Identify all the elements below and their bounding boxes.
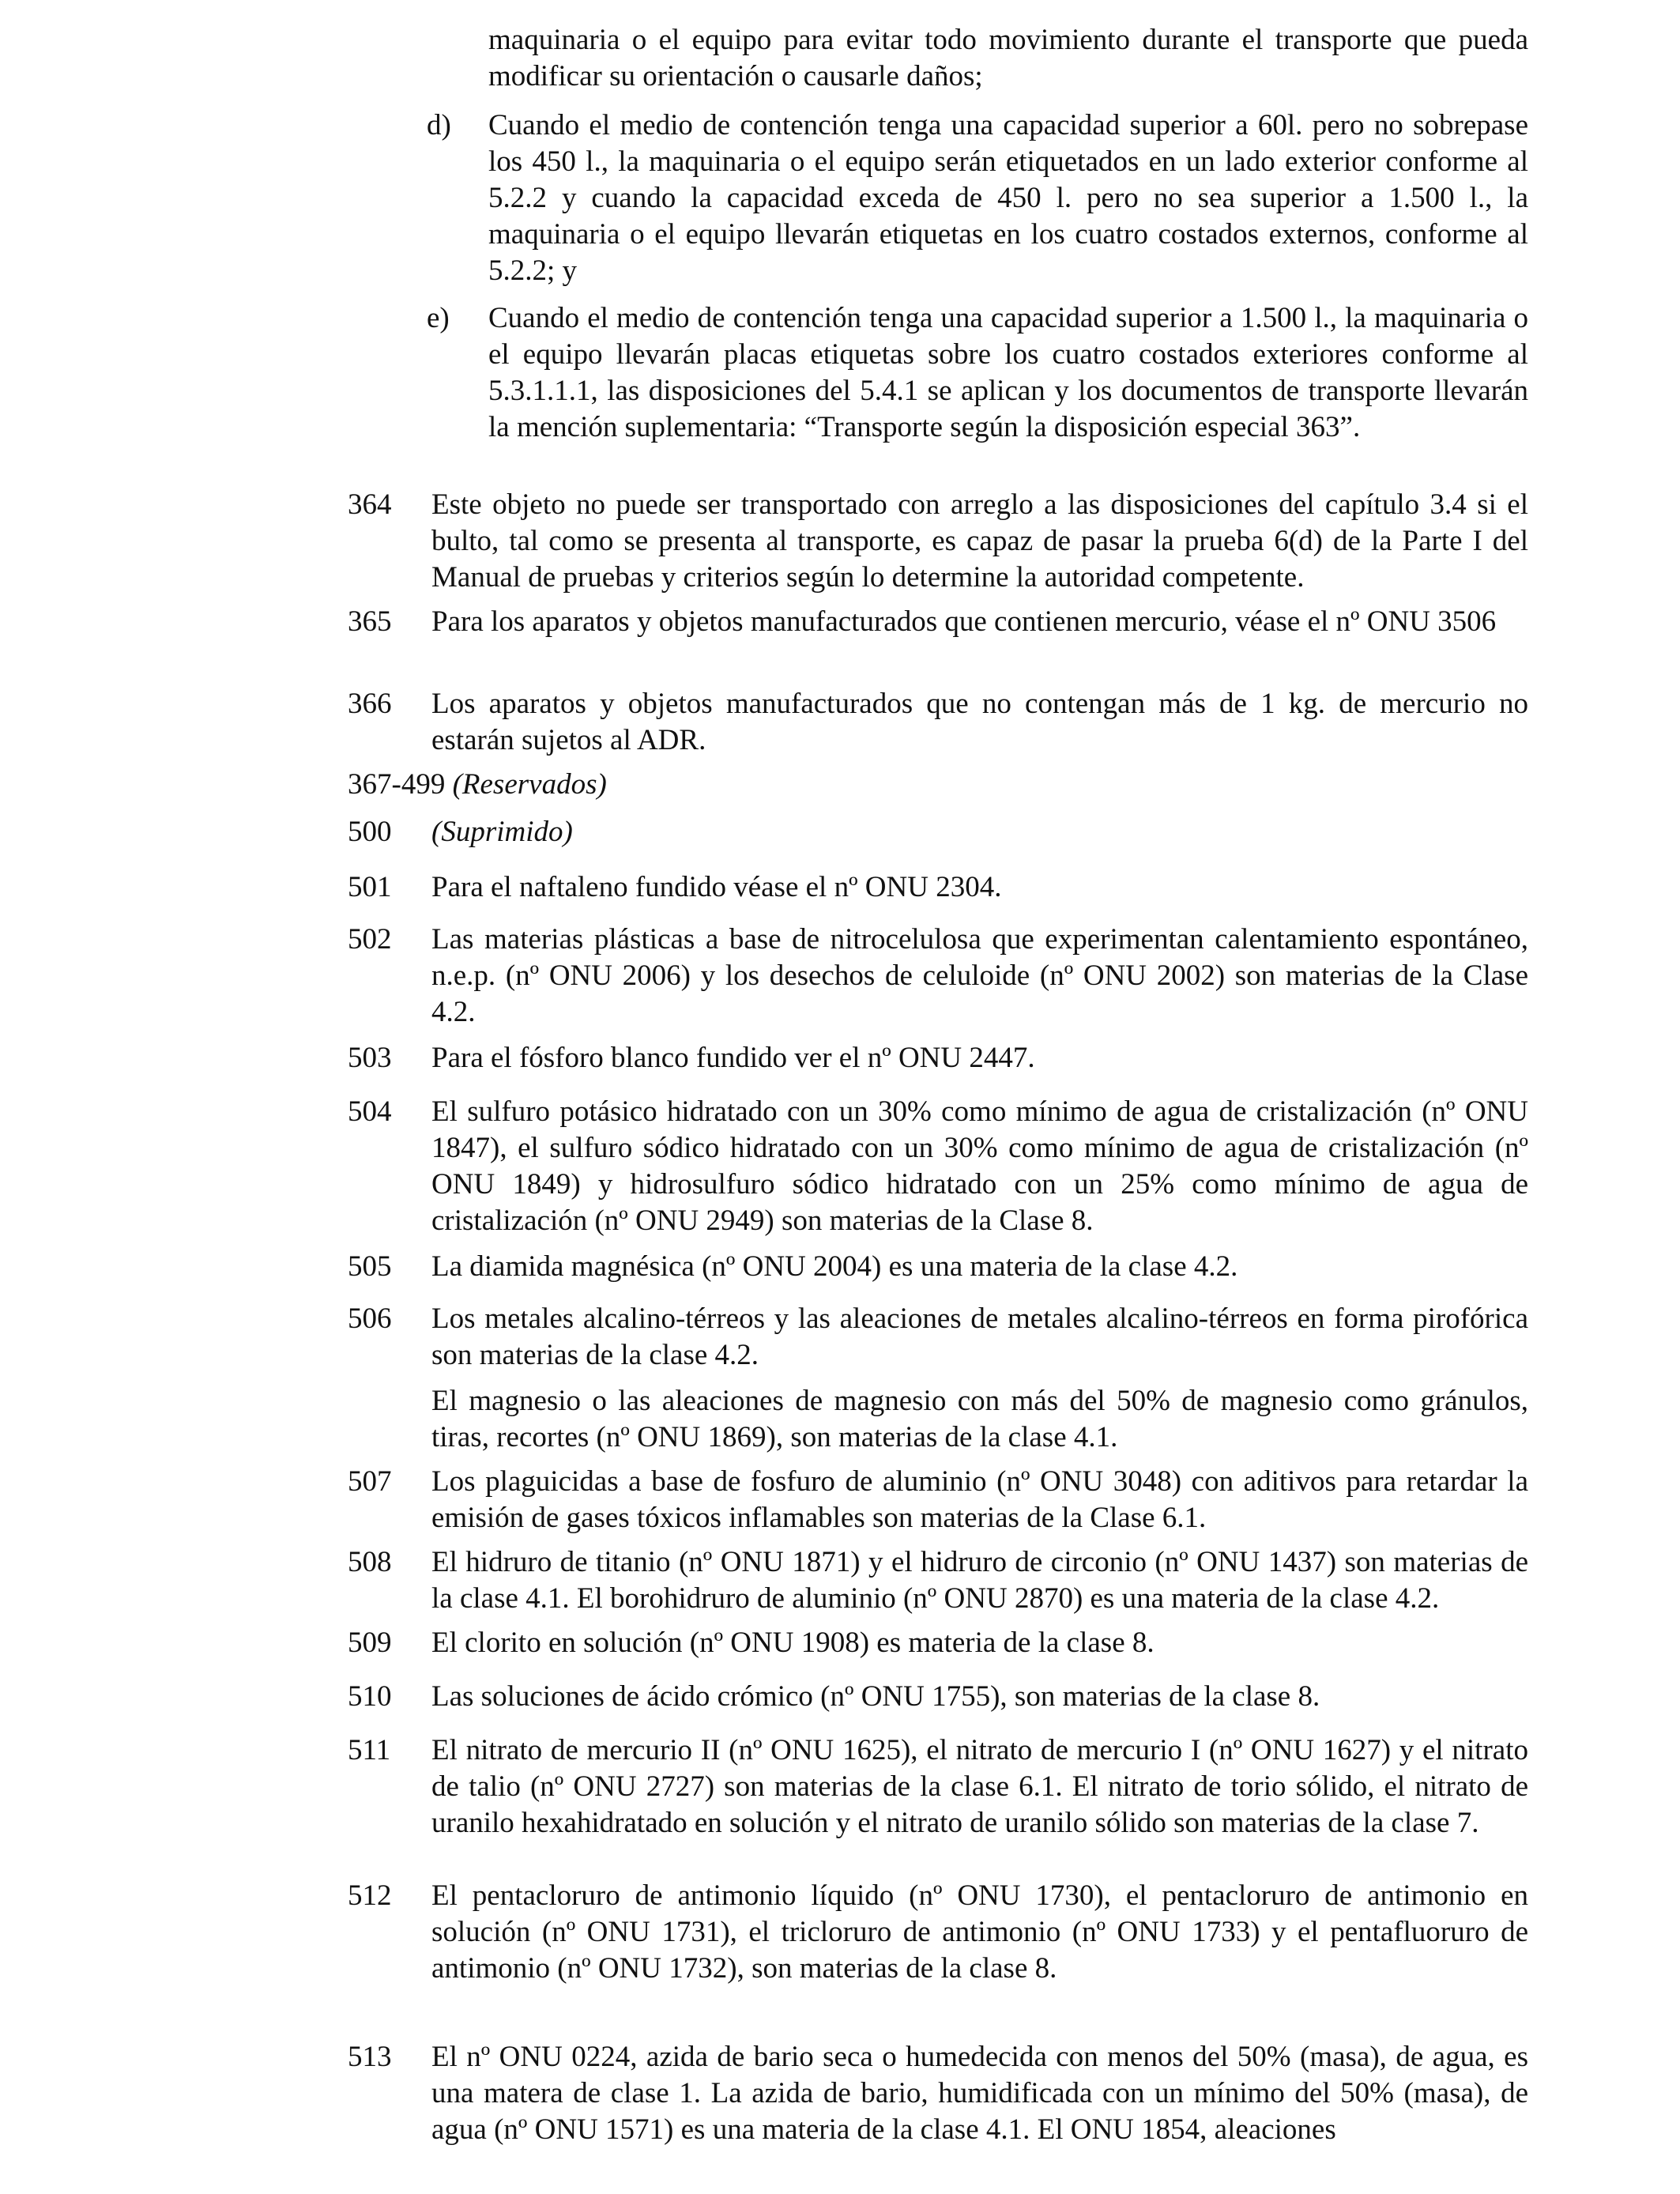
provision-number: 505 <box>348 1250 392 1283</box>
provision-number: 365 <box>348 605 392 638</box>
sub-item-letter: d) <box>427 109 451 141</box>
provision-text: Las soluciones de ácido crómico (nº ONU 1755), son materias de la clase 8. <box>431 1680 1320 1713</box>
provision-501 <box>348 869 1528 906</box>
sub-item-text: Cuando el medio de contención tenga una capacidad superior a 1.500 l., la maquinaria o el equipo llevarán placas etiquetas sobre los cuatro costados exteriores conforme al 5.3.1.1.1, las disposiciones del 5.4.1 se aplican y los documentos de transporte llevarán la mención suplementaria: “Transporte según la disposición especial 363”. <box>488 302 1528 443</box>
provision-505 <box>348 1249 1528 1285</box>
provision-366 <box>348 686 1528 759</box>
provision-number: 511 <box>348 1734 391 1766</box>
provision-number: 509 <box>348 1627 392 1659</box>
provision-number: 510 <box>348 1680 392 1713</box>
provision-502 <box>348 922 1528 1031</box>
provision-text: Para los aparatos y objetos manufacturados que contienen mercurio, véase el nº ONU 3506 <box>431 605 1497 638</box>
provision-text: Los metales alcalino-térreos y las aleaciones de metales alcalino-térreos en forma pirofórica son materias de la clase 4.2. <box>431 1302 1528 1371</box>
provision-text: La diamida magnésica (nº ONU 2004) es una materia de la clase 4.2. <box>431 1250 1238 1283</box>
provision-text: Las materias plásticas a base de nitrocelulosa que experimentan calentamiento espontáneo, n.e.p. (nº ONU 2006) y los desechos de celuloide (nº ONU 2002) son materias de la Clase 4.2. <box>431 923 1528 1028</box>
provision-503 <box>348 1040 1528 1076</box>
provision-504 <box>348 1094 1528 1239</box>
provision-text: Para el naftaleno fundido véase el nº ONU 2304. <box>431 871 1002 903</box>
provision-number: 504 <box>348 1095 392 1128</box>
provision-text: Los plaguicidas a base de fosfuro de aluminio (nº ONU 3048) con aditivos para retardar la emisión de gases tóxicos inflamables son materias de la Clase 6.1. <box>431 1465 1528 1534</box>
provision-507 <box>348 1464 1528 1536</box>
sub-item-text: Cuando el medio de contención tenga una capacidad superior a 60l. pero no sobrepase los 450 l., la maquinaria o el equipo serán etiquetados en un lado exterior conforme al 5.2.2 y cuando la capacidad exceda de 450 l. pero no sea superior a 1.500 l., la maquinaria o el equipo llevarán etiquetas en los cuatro costados externos, conforme al 5.2.2; y <box>488 109 1528 287</box>
provision-364 <box>348 487 1528 596</box>
sub-item-e <box>427 300 1528 446</box>
provision-text: (Reservados) <box>452 768 607 801</box>
provision-508 <box>348 1544 1528 1617</box>
provision-text: El magnesio o las aleaciones de magnesio con más del 50% de magnesio como gránulos, tiras, recortes (nº ONU 1869), son materias de la clase 4.1. <box>431 1385 1528 1453</box>
provision-506 <box>348 1301 1528 1456</box>
provision-text: Este objeto no puede ser transportado con arreglo a las disposiciones del capítulo 3.4 si el bulto, tal como se presenta al transporte, es capaz de pasar la prueba 6(d) de la Parte I del Manual de pruebas y criterios según lo determine la autoridad competente. <box>431 488 1528 594</box>
provision-510 <box>348 1679 1528 1715</box>
provision-number: 513 <box>348 2041 392 2073</box>
paragraph-continuation: maquinaria o el equipo para evitar todo movimiento durante el transporte que pueda modificar su orientación o causarle daños; <box>488 24 1528 92</box>
provision-365 <box>348 604 1528 640</box>
provision-text: El pentacloruro de antimonio líquido (nº ONU 1730), el pentacloruro de antimonio en solución (nº ONU 1731), el tricloruro de antimonio (nº ONU 1733) y el pentafluoruro de antimonio (nº ONU 1732), son materias de la clase 8. <box>431 1879 1528 1985</box>
provision-text: Los aparatos y objetos manufacturados que no contengan más de 1 kg. de mercurio no estarán sujetos al ADR. <box>431 688 1528 756</box>
provision-text: (Suprimido) <box>431 816 573 848</box>
provision-text: El nº ONU 0224, azida de bario seca o humedecida con menos del 50% (masa), de agua, es una matera de clase 1. La azida de bario, humidificada con un mínimo del 50% (masa), de agua (nº ONU 1571) es una materia de la clase 4.1. El ONU 1854, aleaciones <box>431 2041 1528 2146</box>
provision-number: 367-499 <box>348 768 446 801</box>
provision-number: 501 <box>348 871 392 903</box>
provision-text: El clorito en solución (nº ONU 1908) es materia de la clase 8. <box>431 1627 1155 1659</box>
provision-number: 502 <box>348 923 392 956</box>
provision-number: 366 <box>348 688 392 720</box>
provision-text: El sulfuro potásico hidratado con un 30% como mínimo de agua de cristalización (nº ONU 1847), el sulfuro sódico hidratado con un 30% como mínimo de agua de cristalización (nº ONU 1849) y hidrosulfuro sódico hidratado con un 25% como mínimo de agua de cristalización (nº ONU 2949) son materias de la Clase 8. <box>431 1095 1528 1237</box>
provision-number: 512 <box>348 1879 392 1912</box>
provision-number: 508 <box>348 1546 392 1578</box>
provision-number: 507 <box>348 1465 392 1498</box>
provision-500 <box>348 814 1528 850</box>
sub-item-letter: e) <box>427 302 450 334</box>
provision-text: El nitrato de mercurio II (nº ONU 1625), el nitrato de mercurio I (nº ONU 1627) y el nitrato de talio (nº ONU 2727) son materias de la clase 6.1. El nitrato de torio sólido, el nitrato de uranilo hexahidratado en solución y el nitrato de uranilo sólido son materias de la clase 7. <box>431 1734 1528 1839</box>
provision-513 <box>348 2039 1528 2148</box>
provision-number: 500 <box>348 816 392 848</box>
provision-511 <box>348 1732 1528 1842</box>
sub-item-d <box>427 107 1528 289</box>
provision-text: El hidruro de titanio (nº ONU 1871) y el hidruro de circonio (nº ONU 1437) son materias de la clase 4.1. El borohidruro de aluminio (nº ONU 2870) es una materia de la clase 4.2. <box>431 1546 1528 1615</box>
provision-number: 364 <box>348 488 392 521</box>
provision-512 <box>348 1878 1528 1987</box>
provision-number: 506 <box>348 1302 392 1335</box>
provision-number: 503 <box>348 1042 392 1074</box>
provision-text: Para el fósforo blanco fundido ver el nº ONU 2447. <box>431 1042 1035 1074</box>
provision-509 <box>348 1625 1528 1661</box>
provision-367-499 <box>348 767 1528 803</box>
